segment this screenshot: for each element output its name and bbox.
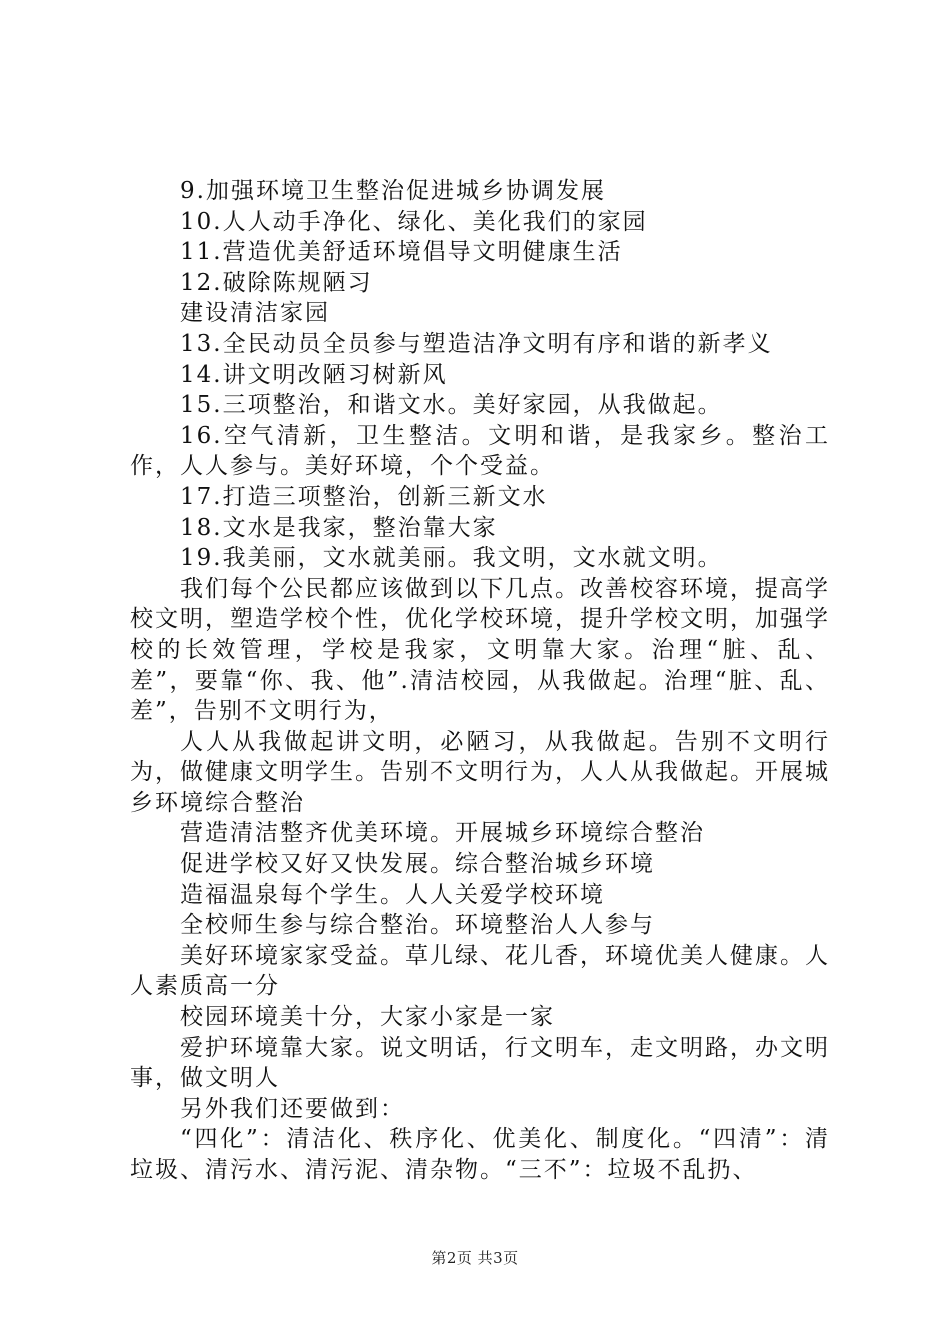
paragraph: 17.打造三项整治，创新三新文水 [180,483,548,510]
paragraph: 促进学校又好又快发展。综合整治城乡环境 [180,851,655,878]
paragraph: 11.营造优美舒适环境倡导文明健康生活 [180,239,623,266]
paragraph: 校园环境美十分，大家小家是一家 [180,1004,555,1031]
paragraph: 14.讲文明改陋习树新风 [180,361,448,388]
paragraph: 15.三项整治，和谐文水。美好家园，从我做起。 [180,392,723,419]
paragraph: 人人从我做起讲文明，必陋习，从我做起。告别不文明行为，做健康文明学生。告别不文明行为，人人从我做起。开展城乡环境综合整治 [130,728,830,816]
paragraph: 9.加强环境卫生整治促进城乡协调发展 [180,178,606,204]
paragraph: 18.文水是我家，整治靠大家 [180,514,498,541]
paragraph: 另外我们还要做到： [180,1095,405,1122]
paragraph: 美好环境家家受益。草儿绿、花儿香，环境优美人健康。人人素质高一分 [130,942,830,1000]
paragraph: 10.人人动手净化、绿化、美化我们的家园 [180,208,648,235]
document-body [130,176,830,1186]
page-number-footer: 第2页 共3页 [431,1249,519,1267]
paragraph: 建设清洁家园 [180,300,330,327]
paragraph: 我们每个公民都应该做到以下几点。改善校容环境，提高学校文明，塑造学校个性，优化学校环境，提升学校文明，加强学校的长效管理，学校是我家，文明靠大家。治理“脏、乱、差”，要靠“你、我、他”.清洁校园，从我做起。治理“脏、乱、差”，告别不文明行为， [130,575,830,725]
paragraph: 营造清洁整齐优美环境。开展城乡环境综合整治 [180,820,705,847]
paragraph: 12.破除陈规陋习 [180,269,373,296]
paragraph: 16.空气清新，卫生整洁。文明和谐，是我家乡。整治工作，人人参与。美好环境，个个受益。 [130,422,830,480]
paragraph: 13.全民动员全员参与塑造洁净文明有序和谐的新孝义 [180,330,773,357]
paragraph: 爱护环境靠大家。说文明话，行文明车，走文明路，办文明事，做文明人 [130,1034,830,1092]
paragraph: 造福温泉每个学生。人人关爱学校环境 [180,881,605,908]
paragraph: “四化”：清洁化、秩序化、优美化、制度化。“四清”：清垃圾、清污水、清污泥、清杂物。“三不”：垃圾不乱扔、 [130,1126,830,1183]
paragraph: 全校师生参与综合整治。环境整治人人参与 [180,912,655,939]
paragraph: 19.我美丽，文水就美丽。我文明，文水就文明。 [180,545,723,572]
